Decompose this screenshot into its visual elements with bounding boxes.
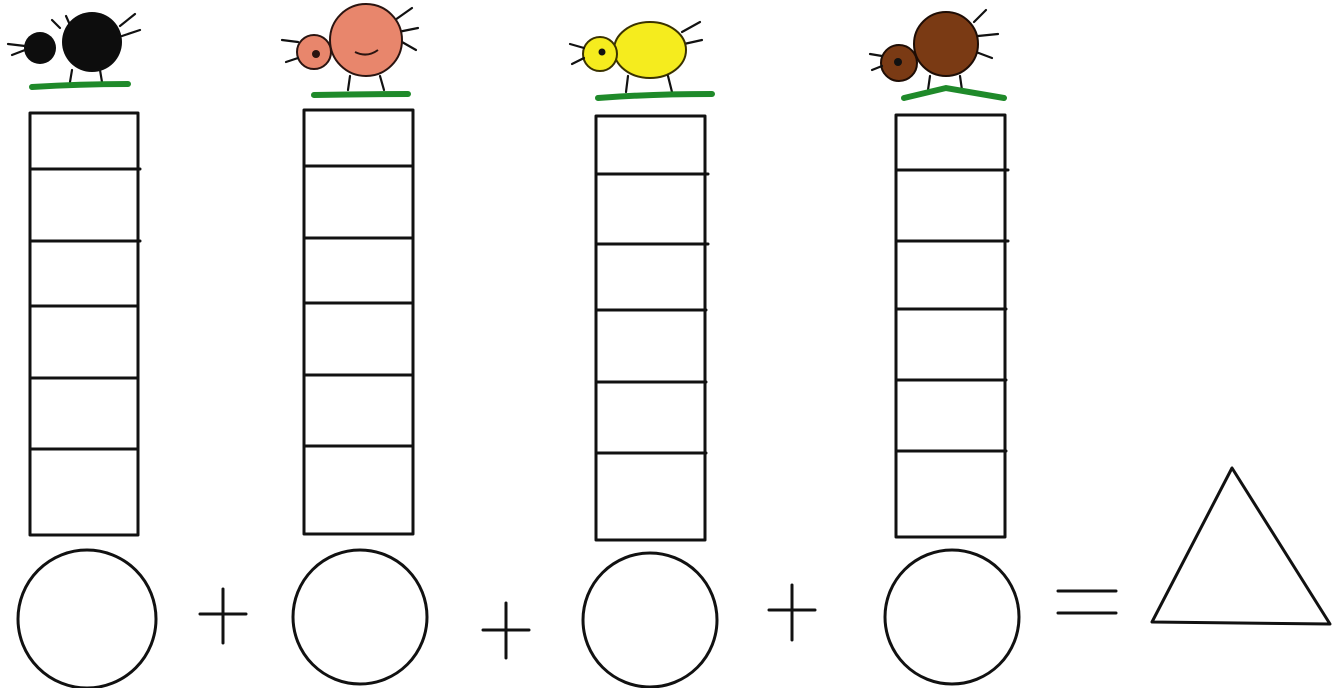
plus-sign [483, 603, 529, 658]
grass-line [314, 94, 408, 95]
grass-line [32, 84, 128, 87]
column-pink-bird [282, 4, 427, 684]
plus-sign [200, 589, 246, 643]
plus-sign [769, 585, 815, 640]
counting-column [304, 110, 413, 534]
brown-bird-icon [870, 10, 998, 90]
answer-circle[interactable] [583, 553, 717, 687]
column-black-bird [8, 12, 156, 688]
counting-column [896, 115, 1008, 537]
counting-column [30, 113, 140, 535]
answer-circle[interactable] [293, 550, 427, 684]
yellow-bird-icon [570, 22, 702, 92]
answer-triangle[interactable] [1152, 468, 1330, 624]
column-brown-bird [870, 10, 1019, 684]
grass-line [904, 88, 1004, 98]
black-bird-icon [8, 12, 140, 82]
answer-circle[interactable] [18, 550, 156, 688]
pink-bird-icon [282, 4, 418, 90]
grass-line [598, 94, 712, 98]
equals-sign [1058, 591, 1116, 613]
counting-column [596, 116, 708, 540]
column-yellow-bird [570, 22, 717, 687]
answer-circle[interactable] [885, 550, 1019, 684]
